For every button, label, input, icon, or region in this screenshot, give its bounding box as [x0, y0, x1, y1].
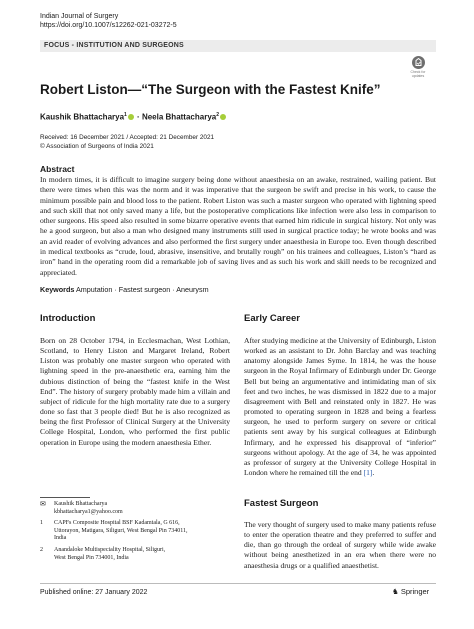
affiliation-1-mark: 1: [40, 520, 43, 527]
affiliation-2-mark: 2: [40, 546, 43, 553]
orcid-icon[interactable]: [128, 114, 134, 120]
envelope-icon: ✉: [40, 500, 46, 508]
copyright: © Association of Surgeons of India 2021: [40, 142, 154, 150]
check-for-updates-badge[interactable]: [400, 56, 436, 76]
publisher-logo: [392, 587, 429, 596]
author-separator: ·: [137, 112, 140, 122]
article-dates: [40, 134, 214, 151]
correspondence-footnote: [40, 501, 230, 516]
keywords-label: Keywords: [40, 285, 75, 294]
author-2-affiliation: 2: [216, 112, 219, 118]
journal-doi[interactable]: https://doi.org/10.1007/s12262-021-03272-5: [40, 22, 177, 29]
author-1-name[interactable]: Kaushik Bhattacharya: [40, 112, 125, 122]
springer-horse-icon: ♞: [392, 587, 399, 596]
affiliation-2: 2 Anandaloke Multispeciality Hospital, Siliguri, West Bengal Pin 734001, India: [40, 546, 166, 561]
reference-link[interactable]: [1]: [363, 468, 373, 478]
corresponding-email[interactable]: kbhattacharya1@yahoo.com: [54, 508, 123, 515]
journal-name: Indian Journal of Surgery: [40, 13, 119, 20]
author-2-name[interactable]: Neela Bhattacharya: [141, 112, 217, 122]
published-date: Published online: 27 January 2022: [40, 589, 148, 596]
affiliation-1: 1 CAPFs Composite Hospital BSF Kadamtala, G 616, Uttorayon, Matigara, Siliguri, West Bengal Pin 734011, India: [40, 520, 188, 542]
check-updates-icon: [412, 56, 425, 69]
keywords: [40, 285, 209, 295]
author-1-affiliation: 1: [124, 112, 127, 118]
fastest-surgeon-heading: Fastest Surgeon: [244, 498, 319, 509]
introduction-text: Born on 28 October 1794, in Ecclesmachan, West Lothian, Scotland, to Henry Liston and Margaret Ireland, Robert Liston was probably one master surgeon who operated with lightning speed in the pre-anaesthetic era, earning him the dubious distinction of being the “fastest knife in the West End”. The history of surgery probably made him a villain and subject of ridicule for the high mortality rate due to a surgery done so fast that 3 people died! But he is also recognized as being the first Professor of Clinical Surgery at the University College Hospital, London, who performed the first public operation in Europe using the modern anaesthesia Ether.: [40, 336, 230, 447]
footnote-divider: [40, 497, 90, 498]
footnotes: [40, 501, 230, 566]
footer-divider: [40, 583, 436, 584]
keywords-list: Amputation · Fastest surgeon · Aneurysm: [75, 285, 209, 294]
abstract-text: In modern times, it is difficult to imagine surgery being done without anaesthesia on an awake, restrained, wailing patient. But there were times when this was the norm and it was imperative that the surgeon be swift and precise in his work, to cause the minimum possible pain and blood loss to the patient. Robert Liston was such a master surgeon who operated with lightning speed and such skill that not only saved many a life, but the postoperative complications like infection were also less in comparison to other surgeons. His speed also resulted in some bizarre operative events that earned him ridicule in surgical history. Not only was he a good surgeon, but also a man who designed many instruments still used in surgical practice today; he wrote books and was an avid reader of evolving advances and also performed the first surgery under anaesthesia in Europe too. Even though described in medical textbooks as “crude, loud, abrasive, insensitive, and brutally rough” on his trainees and colleagues, Liston’s “hard as iron” hand in the operating room did a remarkable job of saving lives and as such his work and skill needs to be recognized and appreciated.: [40, 175, 436, 277]
orcid-icon[interactable]: [220, 114, 226, 120]
article-title: Robert Liston—“The Surgeon with the Fastest Knife”: [40, 82, 381, 97]
check-updates-label: Check for updates: [410, 70, 426, 78]
section-label-bar: FOCUS - INSTITUTION AND SURGEONS: [40, 40, 436, 52]
early-career-heading: Early Career: [244, 313, 300, 324]
fastest-surgeon-text: The very thought of surgery used to make many patients refuse to enter the operation theatre and they preferred to suffer and die, than go through the ordeal of surgery while wide awake without being anesthetized in an era when there were no anaesthesia drugs or a qualified anaesthetist.: [244, 520, 436, 570]
publisher-name: Springer: [400, 587, 430, 596]
corresponding-author: Kaushik Bhattacharya: [54, 501, 108, 507]
journal-header: [40, 12, 177, 30]
early-career-text: After studying medicine at the University of Edinburgh, Liston worked as an assistant to Dr. John Barclay and was teaching anatomy alongside James Syme. In 1814, he was the house surgeon in the Royal Infirmary of Edinburgh under Dr. George Bell but being an argumentative and intimidating man of six feet and two inches, he was dismissed in 1822 due to a major disagreement with Bell and reinstated only in 1827. He was promoted to operating surgeon in 1828 and being a fearless surgeon, he used to perform surgery on severe or critical patients sent away by his surgical colleagues at Edinburgh Infirmary, and he expressed his disapproval of “inferior” surgeons without apology. At the age of 34, he was appointed as professor of surgery at the University College Hospital in London where he remained till the end [1].: [244, 336, 436, 478]
abstract-heading: Abstract: [40, 164, 75, 174]
introduction-heading: Introduction: [40, 313, 96, 324]
received-accepted: Received: 16 December 2021 / Accepted: 21 December 2021: [40, 134, 215, 141]
author-line: [40, 110, 227, 123]
